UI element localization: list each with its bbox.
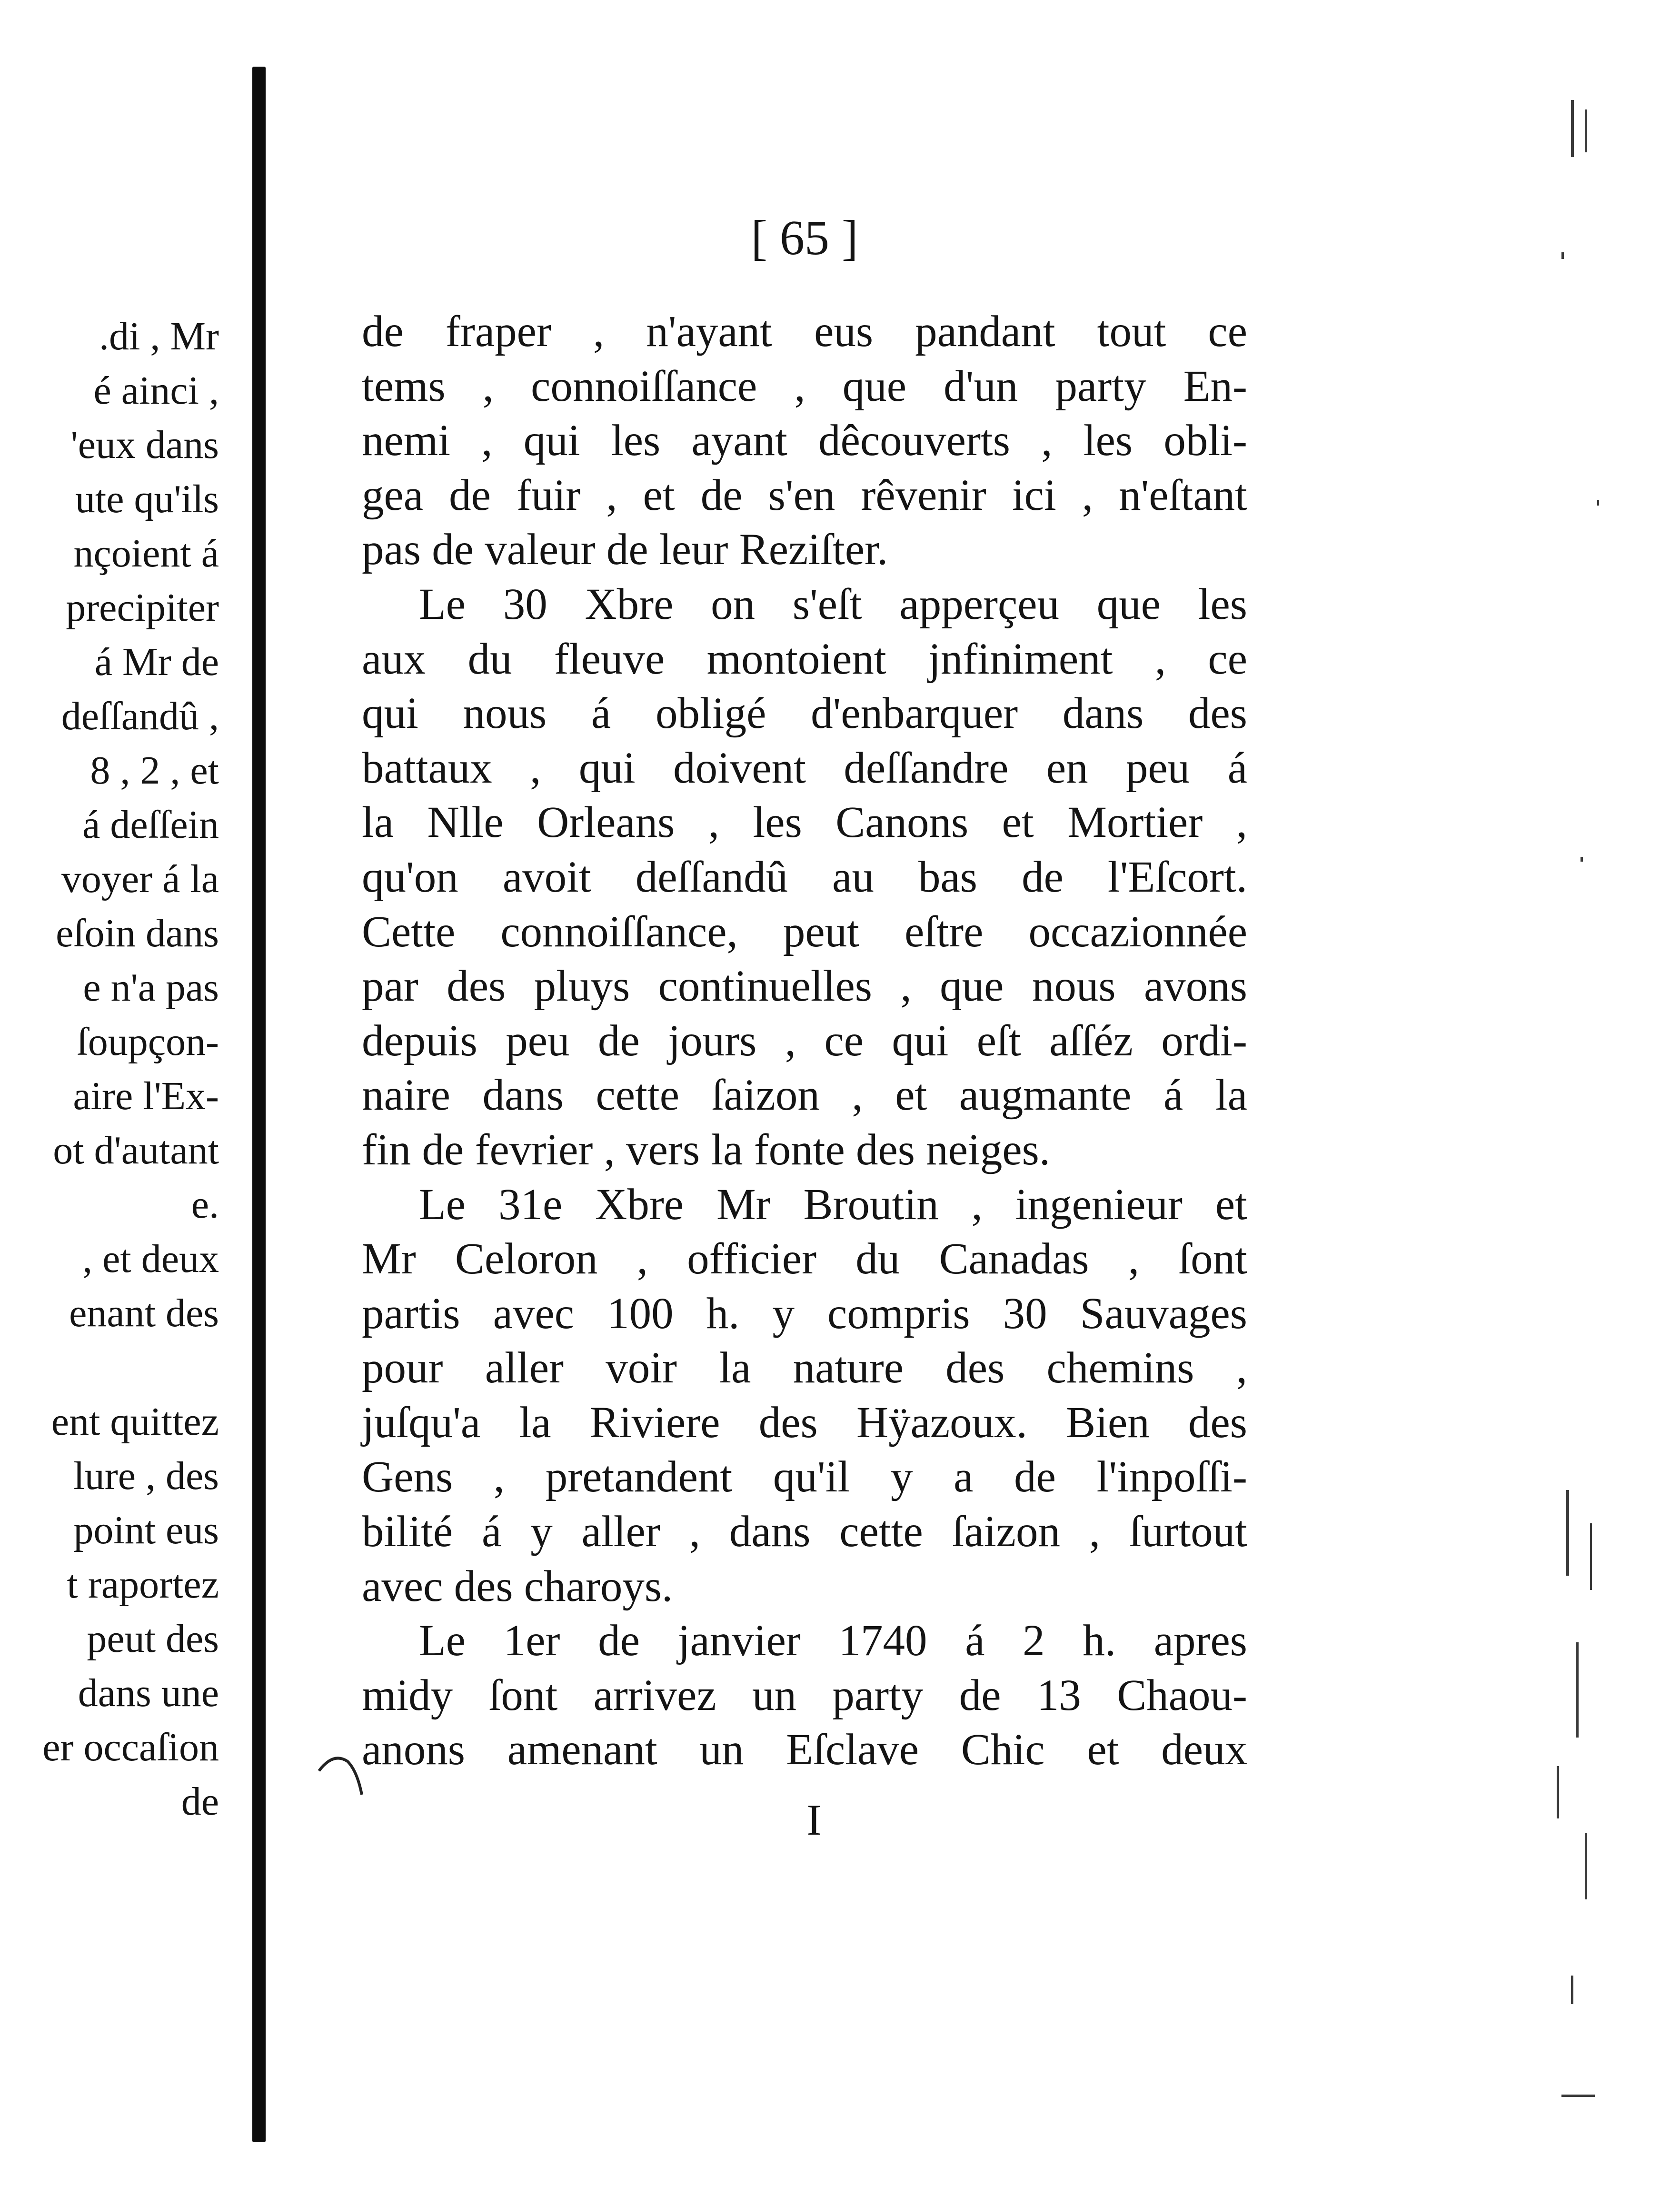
text-line: battaux , qui doivent deſſandre en peu á — [362, 743, 1247, 793]
fragment-line: ot d'autant — [53, 1128, 219, 1172]
text-line: pour aller voir la nature des chemins , — [362, 1343, 1247, 1393]
text-line: partis avec 100 h. y compris 30 Sauvages — [362, 1289, 1247, 1338]
fragment-line: enant des — [69, 1291, 219, 1335]
text-line: juſqu'a la Riviere des Hÿazoux. Bien des — [362, 1398, 1247, 1447]
text-line: pas de valeur de leur Reziſter. — [362, 525, 888, 575]
fragment-line: de — [181, 1779, 219, 1824]
fragment-line: lure , des — [73, 1454, 219, 1498]
text-line: la Nlle Orleans , les Canons et Mortier , — [362, 798, 1247, 847]
previous-page-fragment — [0, 309, 219, 1876]
text-line: tems , connoiſſance , que d'un party En- — [362, 361, 1247, 411]
text-line: gea de fuir , et de s'en rêvenir ici , n'eſtant — [362, 470, 1247, 520]
fragment-line: ute qu'ils — [75, 477, 219, 521]
fragment-line: á deſſein — [82, 803, 219, 847]
fragment-line: er occaſion — [42, 1725, 219, 1769]
paragraph-start-line: Le 1er de janvier 1740 á 2 h. apres — [419, 1616, 1247, 1666]
fragment-line: nçoient á — [73, 531, 219, 576]
text-line: depuis peu de jours , ce qui eſt aſſéz ordi- — [362, 1016, 1247, 1065]
fragment-line: ent quittez — [51, 1400, 219, 1444]
paragraph-start-line: Le 31e Xbre Mr Broutin , ingenieur et — [419, 1180, 1247, 1229]
body-text — [362, 305, 1247, 1778]
text-line: de fraper , n'ayant eus pandant tout ce — [362, 307, 1247, 356]
fragment-line: .di , Mr — [99, 314, 219, 358]
fragment-line: deſſandû , — [61, 694, 219, 738]
fragment-line: 'eux dans — [70, 423, 219, 467]
fragment-line: e. — [191, 1182, 219, 1227]
fragment-line: é ainci , — [93, 368, 219, 413]
text-line: Gens , pretandent qu'il y a de l'inpoſſi- — [362, 1452, 1247, 1502]
fragment-line: peut des — [87, 1617, 219, 1661]
text-line: Mr Celoron , officier du Canadas , ſont — [362, 1234, 1247, 1284]
fragment-line: point eus — [73, 1508, 219, 1552]
text-line: avec des charoys. — [362, 1561, 673, 1611]
text-line: anons amenant un Eſclave Chic et deux — [362, 1725, 1247, 1775]
text-line: bilité á y aller , dans cette ſaizon , ſurtout — [362, 1507, 1247, 1557]
fragment-line: 8 , 2 , et — [90, 748, 219, 793]
text-line: qu'on avoit deſſandû au bas de l'Eſcort. — [362, 852, 1247, 902]
text-line: fin de fevrier , vers la fonte des neiges. — [362, 1125, 1051, 1174]
paragraph-start-line: Le 30 Xbre on s'eſt apperçeu que les — [419, 579, 1247, 629]
fragment-line: ſoupçon- — [77, 1020, 219, 1064]
scan-noise — [1552, 71, 1619, 2118]
gutter-bar — [252, 67, 266, 2142]
fragment-line: , et deux — [82, 1237, 219, 1281]
fragment-line: voyer á la — [61, 857, 219, 901]
text-line: midy ſont arrivez un party de 13 Chaou- — [362, 1670, 1247, 1720]
text-line: nemi , qui les ayant dêcouverts , les obli- — [362, 416, 1247, 466]
text-line: aux du fleuve montoient jnfiniment , ce — [362, 634, 1247, 684]
fragment-line: dans une — [78, 1671, 219, 1715]
fragment-line: aire l'Ex- — [73, 1074, 219, 1118]
fragment-line: precipiter — [66, 586, 219, 630]
page-number: [ 65 ] — [751, 210, 858, 265]
text-line: qui nous á obligé d'enbarquer dans des — [362, 689, 1247, 738]
fragment-line: e n'a pas — [83, 965, 219, 1010]
signature-mark: I — [806, 1796, 822, 1844]
text-line: naire dans cette ſaizon , et augmante á la — [362, 1071, 1247, 1120]
text-line: Cette connoiſſance, peut eſtre occazionnée — [362, 907, 1247, 956]
fragment-line: eſoin dans — [56, 911, 219, 955]
text-line: par des pluys continuelles , que nous avons — [362, 962, 1247, 1011]
margin-curl-mark — [314, 1742, 381, 1804]
fragment-line: á Mr de — [94, 640, 219, 684]
fragment-line: t raportez — [67, 1562, 219, 1607]
